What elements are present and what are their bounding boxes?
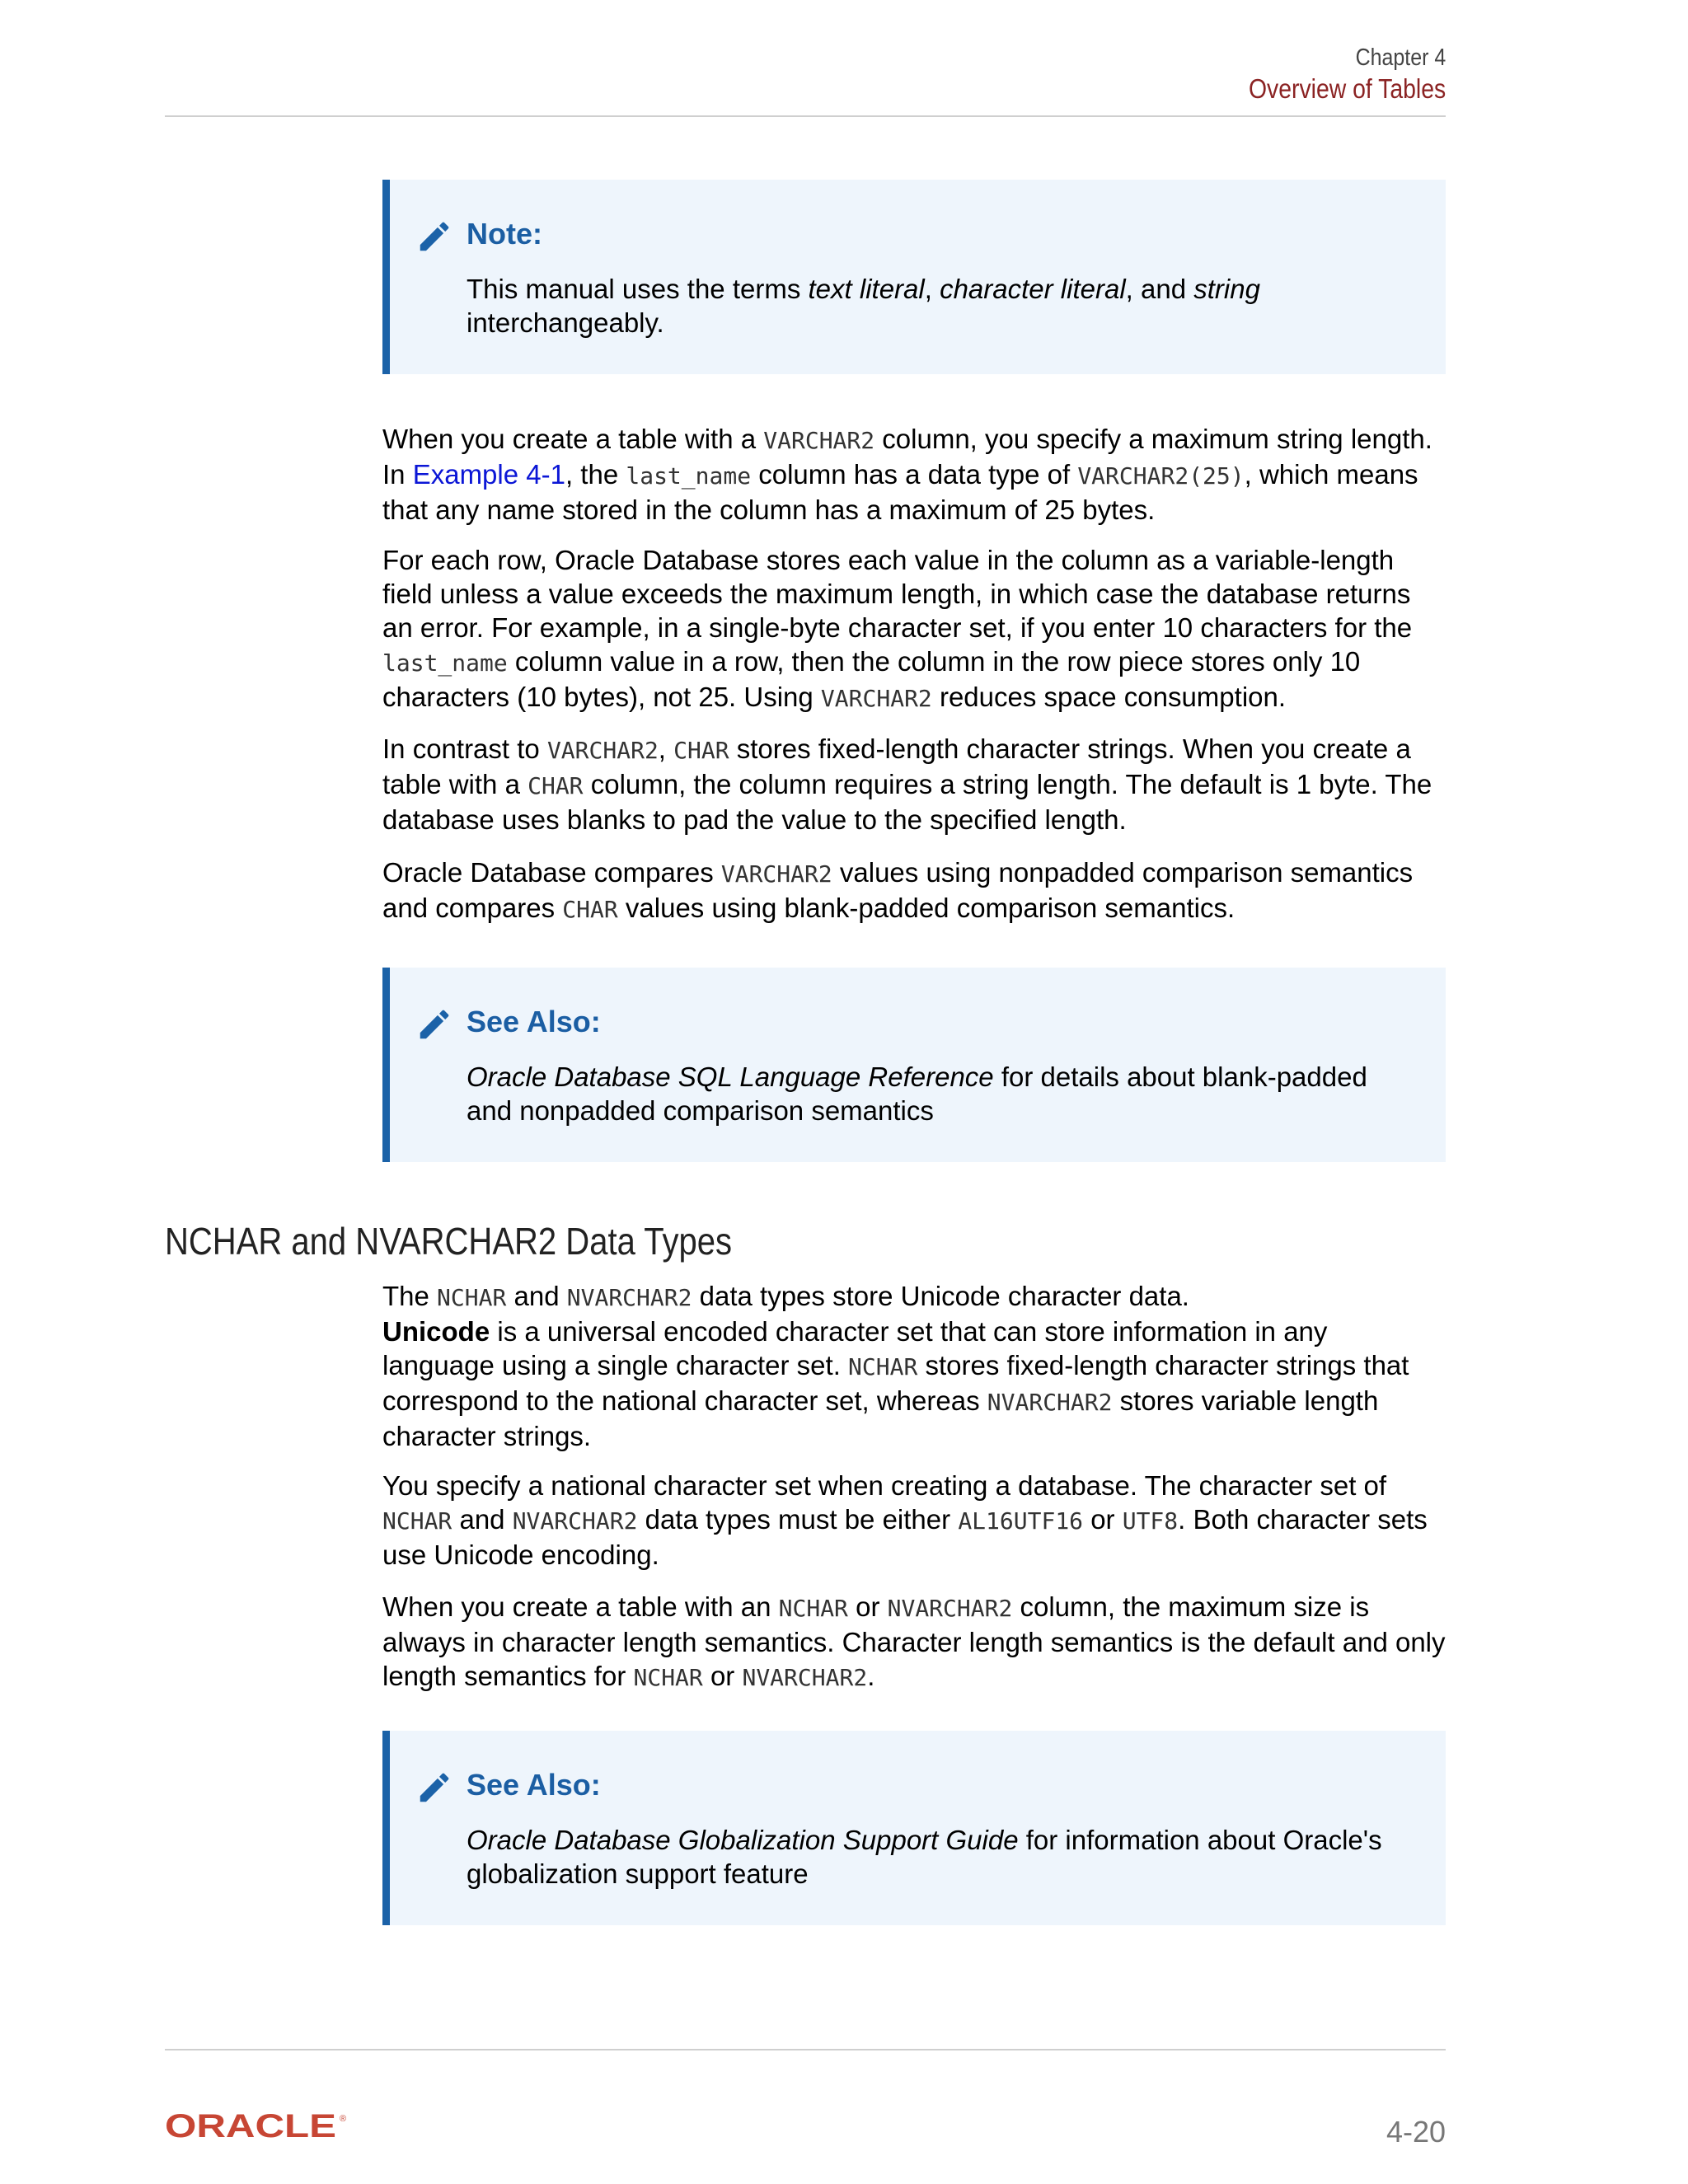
see-also-title: See Also:: [467, 1767, 1413, 1803]
see-also-callout: [382, 968, 1446, 1162]
term: character literal: [940, 274, 1126, 304]
example-link[interactable]: Example 4-1: [412, 459, 565, 490]
see-also-callout: [382, 1731, 1446, 1925]
chapter-label: Chapter 4: [1355, 45, 1446, 71]
oracle-logo: [165, 2111, 354, 2144]
see-also-title: See Also:: [467, 1004, 1413, 1040]
paragraph: When you create a table with an NCHAR or NVARCHAR2 column, the maximum size is always in character length semantics. Character length semantics is the default and only length semantics for NCHAR or NVARCHAR2.: [382, 1591, 1446, 1691]
paragraph: For each row, Oracle Database stores each value in the column as a variable-length field unless a value exceeds the maximum length, in which case the database returns an error. For example, in a single-byte character set, if you enter 10 characters for the last_name column value in a row, then the column in the row piece stores only 10 characters (10 bytes), not 25. Using VARCHAR2 reduces space consumption.: [382, 545, 1413, 712]
term: text literal: [808, 274, 925, 304]
section-link[interactable]: Overview of Tables: [1248, 73, 1446, 104]
reference-title: Oracle Database Globalization Support Guide: [467, 1825, 1019, 1855]
svg-text:®: ®: [340, 2114, 347, 2124]
pencil-icon: [415, 1005, 453, 1043]
page-number: 4-20: [1386, 2115, 1446, 2149]
running-header: [1217, 43, 1446, 105]
note-title: Note:: [467, 216, 1413, 252]
pencil-icon: [415, 1769, 453, 1807]
see-also-body: Oracle Database Globalization Support Guide for information about Oracle's globalization support feature: [467, 1825, 1382, 1889]
term: string: [1193, 274, 1260, 304]
section-heading: NCHAR and NVARCHAR2 Data Types: [165, 1220, 733, 1263]
paragraph: In contrast to VARCHAR2, CHAR stores fixed-length character strings. When you create a table with a CHAR column, the column requires a string length. The default is 1 byte. The database uses blanks to pad the value to the specified length.: [382, 733, 1432, 835]
footer-rule: [165, 2049, 1446, 2050]
pencil-icon: [415, 218, 453, 255]
bold-term: Unicode: [382, 1316, 490, 1347]
reference-title: Oracle Database SQL Language Reference: [467, 1062, 994, 1092]
header-rule: [165, 115, 1446, 117]
note-body: This manual uses the terms text literal, character literal, and string interchangeably.: [467, 274, 1260, 338]
see-also-body: Oracle Database SQL Language Reference for details about blank-padded and nonpadded comparison semantics: [467, 1062, 1367, 1126]
paragraph: The NCHAR and NVARCHAR2 data types store Unicode character data. Unicode is a universal encoded character set that can store information in any language using a single character set. NCHAR stores fixed-length character strings that correspond to the national character set, whereas NVARCHAR2 stores variable length character strings.: [382, 1281, 1409, 1451]
note-callout: [382, 180, 1446, 374]
paragraph: When you create a table with a VARCHAR2 column, you specify a maximum string length. In Example 4-1, the last_name column has a data type of VARCHAR2(25), which means that any name stored in the column has a maximum of 25 bytes.: [382, 424, 1432, 525]
paragraph: You specify a national character set when creating a database. The character set of NCHAR and NVARCHAR2 data types must be either AL16UTF16 or UTF8. Both character sets use Unicode encoding.: [382, 1470, 1428, 1570]
logo-wordmark: ORACLE: [165, 2111, 336, 2139]
paragraph: Oracle Database compares VARCHAR2 values using nonpadded comparison semantics and compares CHAR values using blank-padded comparison semantics.: [382, 857, 1414, 923]
